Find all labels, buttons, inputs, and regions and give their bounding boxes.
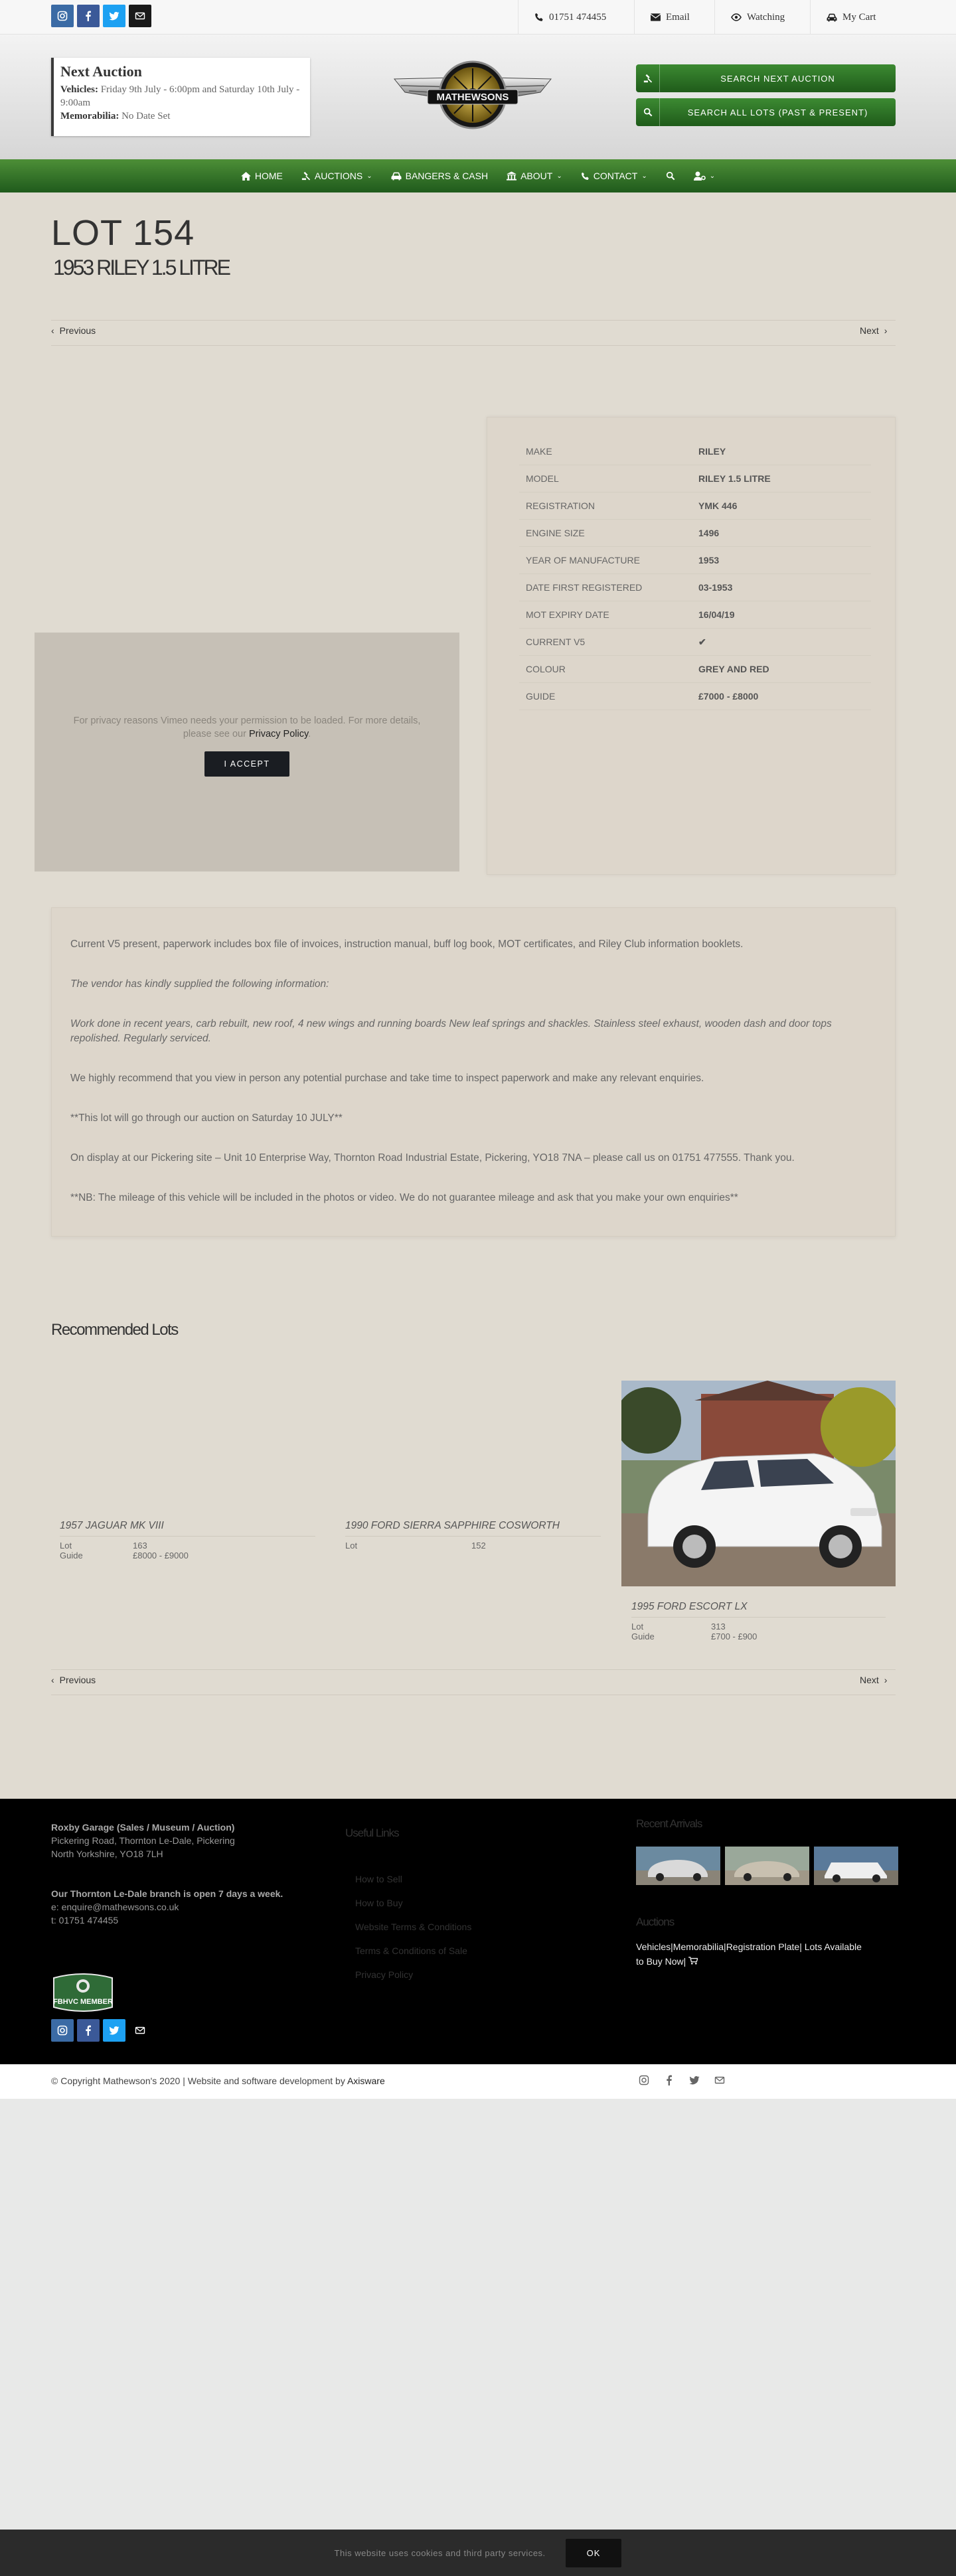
spec-row — [519, 601, 871, 629]
chevron-right-icon: › — [884, 325, 888, 336]
recommended-lot-number: Lot 152 — [345, 1541, 486, 1551]
fbhvc-text: FBHVC MEMBER — [53, 1998, 113, 2006]
vehicles-label: Vehicles: — [60, 84, 98, 95]
divider — [60, 1536, 315, 1537]
watching-label: Watching — [747, 11, 785, 23]
spec-label: DATE FIRST REGISTERED — [526, 582, 643, 593]
divider — [51, 1669, 896, 1670]
main-nav — [0, 159, 956, 192]
phone-number: 01751 474455 — [549, 11, 607, 23]
next-auction-title: Next Auction — [60, 63, 142, 80]
spec-value: RILEY — [698, 446, 726, 457]
footer-registration-plate-link[interactable]: Registration Plate — [726, 1941, 800, 1952]
spec-label: GUIDE — [526, 691, 556, 702]
facebook-icon — [83, 2025, 94, 2036]
vehicles-line — [60, 83, 303, 110]
next-lot-link[interactable] — [860, 325, 887, 336]
spec-row — [519, 465, 871, 492]
lot-subtitle: 1953 RILEY 1.5 LITRE — [53, 256, 229, 279]
footer-email-link[interactable]: e: enquire@mathewsons.co.uk — [51, 1902, 179, 1912]
useful-link[interactable]: Website Terms & Conditions — [355, 1922, 472, 1932]
footer-facebook-link[interactable] — [77, 2019, 100, 2042]
spec-row — [519, 656, 871, 683]
instagram-link[interactable] — [51, 5, 74, 27]
recommended-lot-title: 1995 FORD ESCORT LX — [631, 1601, 748, 1612]
description-paragraph: We highly recommend that you view in person any potential purchase and take time to inspect paperwork and make any relevant enquiries. — [70, 1073, 704, 1084]
spec-label: MAKE — [526, 446, 552, 457]
facebook-icon[interactable] — [664, 2075, 675, 2085]
spec-row — [519, 492, 871, 520]
nav-home[interactable] — [241, 171, 283, 181]
lot-page — [0, 192, 956, 1799]
footer-vehicles-link[interactable]: Vehicles — [636, 1941, 671, 1952]
envelope-icon — [651, 13, 661, 21]
shopping-cart-icon[interactable] — [688, 1957, 698, 1965]
search-all-lots-button[interactable] — [636, 98, 896, 126]
vehicles-dates: Friday 9th July - 6:00pm and Saturday 10th July - 9:00am — [60, 84, 300, 108]
site-header — [0, 35, 956, 159]
mail-icon — [135, 11, 145, 21]
copyright-social-links — [639, 2075, 725, 2085]
cookie-text: This website uses cookies and third party services. — [334, 2547, 546, 2558]
footer-memorabilia-link[interactable]: Memorabilia — [673, 1941, 724, 1952]
next-label: Next — [860, 1675, 879, 1685]
recommended-lot[interactable] — [60, 1520, 315, 1560]
description-paragraph: **This lot will go through our auction on Saturday 10 JULY** — [70, 1112, 343, 1124]
mathewsons-logo-icon — [389, 59, 556, 133]
useful-links-list — [355, 1867, 471, 1987]
car-icon — [391, 172, 402, 181]
spec-value: 1496 — [698, 528, 720, 538]
spec-label: COLOUR — [526, 664, 566, 674]
footer-instagram-link[interactable] — [51, 2019, 74, 2042]
footer-buy-now-link[interactable]: Lots Available to Buy Now — [636, 1941, 862, 1967]
copyright-bar — [0, 2064, 956, 2099]
description-paragraph: On display at our Pickering site – Unit 10 Enterprise Way, Thornton Road Industrial Estate, Pickering, YO18 7NA – please call us on 01751 477555. Thank you. — [70, 1152, 795, 1164]
spec-row — [519, 629, 871, 656]
divider — [51, 320, 896, 321]
mail-icon[interactable] — [714, 2075, 725, 2085]
video-consent-text: For privacy reasons Vimeo needs your permission to be loaded. For more details, please see our Privacy Policy. — [73, 716, 421, 739]
next-auction-box — [51, 58, 310, 136]
next-lot-link[interactable] — [860, 1675, 887, 1685]
cart-label: My Cart — [842, 11, 876, 23]
instagram-icon — [57, 11, 68, 21]
opening-text: Our Thornton Le-Dale branch is open 7 days a week. — [51, 1888, 283, 1899]
twitter-icon — [109, 11, 120, 21]
search-icon — [666, 171, 675, 181]
garage-title: Roxby Garage (Sales / Museum / Auction) — [51, 1822, 235, 1833]
chevron-down-icon: ⌄ — [709, 172, 716, 180]
nav-auctions[interactable] — [301, 171, 372, 181]
description-paragraph: The vendor has kindly supplied the following information: — [70, 978, 329, 990]
instagram-icon[interactable] — [639, 2075, 649, 2085]
cookie-bar — [0, 2530, 956, 2576]
spec-value: GREY AND RED — [698, 664, 769, 674]
useful-links-heading: Useful Links — [345, 1827, 399, 1839]
accept-video-button[interactable]: I ACCEPT — [204, 751, 290, 777]
facebook-link[interactable] — [77, 5, 100, 27]
memorabilia-label: Memorabilia: — [60, 111, 120, 121]
footer-contact — [51, 1821, 303, 1927]
lot-title: LOT 154 — [51, 213, 195, 253]
recommended-lot-number: Lot 163 — [60, 1541, 147, 1551]
recent-arrival-thumbnail[interactable] — [725, 1847, 809, 1885]
search-next-auction-label: SEARCH NEXT AUCTION — [720, 73, 835, 84]
nav-bangers-label: BANGERS & CASH — [405, 171, 489, 181]
nav-auctions-label: AUCTIONS — [314, 171, 363, 181]
nav-home-label: HOME — [254, 171, 283, 181]
previous-label: Previous — [59, 325, 96, 336]
recommended-lot-title: 1957 JAGUAR MK VIII — [60, 1520, 164, 1531]
spec-value: 16/04/19 — [698, 609, 735, 620]
recommended-lot-guide: Guide £8000 - £9000 — [60, 1551, 189, 1560]
divider — [51, 345, 896, 346]
car-icon — [827, 13, 837, 22]
facebook-icon — [83, 11, 94, 21]
recent-arrival-thumbnail[interactable] — [814, 1847, 898, 1885]
recommended-lot[interactable] — [345, 1520, 601, 1551]
recent-arrivals-thumbnails — [636, 1847, 898, 1885]
description-paragraph: Current V5 present, paperwork includes box file of invoices, instruction manual, buff log book, MOT certificates, and Riley Club information booklets. — [70, 939, 744, 950]
footer-phone-link[interactable]: t: 01751 474455 — [51, 1915, 119, 1926]
video-consent-panel — [35, 633, 459, 871]
description-paragraph: Work done in recent years, carb rebuilt, new roof, 4 new wings and running boards New leaf springs and shackles. Stainless steel exhaust, wooden dash and door tops repolished. Regularly serviced. — [70, 1018, 832, 1044]
footer-email-icon-link[interactable] — [129, 2019, 151, 2042]
spec-value: £7000 - £8000 — [698, 691, 759, 702]
spec-value: ✔ — [698, 636, 706, 647]
nav-about-label: ABOUT — [520, 171, 553, 181]
email-label: Email — [666, 11, 690, 23]
recommended-heading: Recommended Lots — [51, 1321, 178, 1339]
spec-row — [519, 574, 871, 601]
nav-bangers[interactable] — [391, 171, 488, 181]
phone-icon — [581, 172, 590, 181]
chevron-down-icon: ⌄ — [366, 172, 372, 180]
video-consent-message: For privacy reasons Vimeo needs your permission to be loaded. For more details, please see our — [73, 716, 421, 739]
auctions-heading: Auctions — [636, 1916, 675, 1928]
spec-value: 1953 — [698, 555, 720, 566]
auction-links: Vehicles|Memorabilia|Registration Plate| Lots Available to Buy Now| — [636, 1941, 862, 1967]
nav-about[interactable] — [507, 171, 562, 181]
site-footer — [0, 1799, 956, 2064]
search-next-auction-button[interactable] — [636, 64, 896, 92]
gavel-icon — [636, 64, 660, 92]
description-paragraph: **NB: The mileage of this vehicle will be included in the photos or video. We do not guarantee mileage and ask that you make your own enquiries** — [70, 1192, 738, 1203]
spec-row — [519, 520, 871, 547]
privacy-policy-link[interactable]: Privacy Policy — [248, 729, 309, 739]
twitter-icon[interactable] — [689, 2075, 700, 2085]
twitter-link[interactable] — [103, 5, 125, 27]
recommended-lot-info — [621, 1586, 896, 1641]
mail-icon — [135, 2025, 145, 2036]
axisware-link[interactable]: Axisware — [347, 2076, 385, 2086]
spec-label: YEAR OF MANUFACTURE — [526, 555, 640, 566]
gavel-icon — [301, 171, 311, 181]
nav-contact-label: CONTACT — [593, 171, 638, 181]
chevron-down-icon: ⌄ — [641, 172, 647, 180]
recommended-lot[interactable] — [621, 1381, 896, 1641]
spec-label: CURRENT V5 — [526, 637, 586, 647]
instagram-icon — [57, 2025, 68, 2036]
recommended-lot-guide: Guide £700 - £900 — [631, 1631, 757, 1641]
spec-label: MODEL — [526, 473, 559, 484]
recommended-lot-number: Lot 313 — [631, 1622, 726, 1631]
chevron-left-icon: ‹ — [51, 1675, 54, 1685]
nav-contact[interactable] — [581, 171, 647, 181]
spec-label: MOT EXPIRY DATE — [526, 609, 609, 620]
search-icon — [636, 98, 660, 126]
copyright-text-line — [51, 2076, 385, 2086]
next-label: Next — [860, 325, 879, 336]
email-link[interactable] — [634, 0, 706, 35]
chevron-left-icon: ‹ — [51, 325, 54, 336]
spec-row — [519, 547, 871, 574]
memorabilia-line — [60, 110, 303, 123]
logo-text: MATHEWSONS — [436, 92, 509, 103]
top-bar — [0, 0, 956, 35]
spec-label: ENGINE SIZE — [526, 528, 585, 538]
divider — [631, 1617, 886, 1618]
previous-lot-link[interactable] — [51, 1675, 96, 1685]
spec-label: REGISTRATION — [526, 500, 595, 511]
spec-row — [519, 683, 871, 710]
building-icon — [507, 171, 517, 181]
recent-arrivals-heading: Recent Arrivals — [636, 1817, 702, 1830]
spec-value: 03-1953 — [698, 582, 733, 593]
email-social-link[interactable] — [129, 5, 151, 27]
spec-row — [519, 438, 871, 465]
copyright-text: © Copyright Mathewson's 2020 | Website and software development by — [51, 2076, 345, 2086]
useful-link[interactable]: How to Buy — [355, 1898, 403, 1908]
car-photo — [621, 1381, 896, 1586]
fbhvc-badge — [51, 1973, 115, 2012]
watching-link[interactable] — [714, 0, 801, 35]
eye-icon — [731, 13, 742, 21]
phone-icon — [534, 13, 544, 22]
memorabilia-date: No Date Set — [121, 111, 171, 121]
useful-link[interactable]: How to Sell — [355, 1874, 402, 1884]
home-icon — [241, 172, 251, 181]
garage-address-line: Pickering Road, Thornton Le-Dale, Pickering — [51, 1835, 235, 1846]
twitter-icon — [109, 2025, 120, 2036]
nav-account[interactable] — [694, 171, 715, 181]
chevron-right-icon: › — [884, 1675, 888, 1685]
cart-link[interactable] — [810, 0, 892, 35]
cookie-ok-button[interactable]: OK — [566, 2539, 622, 2567]
garage-address-line: North Yorkshire, YO18 7LH — [51, 1849, 163, 1859]
nav-search[interactable] — [666, 171, 675, 181]
search-all-lots-label: SEARCH ALL LOTS (PAST & PRESENT) — [687, 107, 868, 117]
previous-lot-link[interactable] — [51, 325, 96, 336]
useful-link[interactable]: Privacy Policy — [355, 1969, 414, 1980]
divider — [345, 1536, 601, 1537]
site-logo[interactable] — [389, 59, 556, 133]
spec-value: YMK 446 — [698, 500, 738, 511]
chevron-down-icon: ⌄ — [556, 172, 562, 180]
recommended-lot-title: 1990 FORD SIERRA SAPPHIRE COSWORTH — [345, 1520, 560, 1531]
spec-value: RILEY 1.5 LITRE — [698, 473, 771, 484]
recent-arrival-thumbnail[interactable] — [636, 1847, 720, 1885]
useful-link[interactable]: Terms & Conditions of Sale — [355, 1945, 467, 1956]
previous-label: Previous — [59, 1675, 96, 1685]
user-cog-icon — [694, 171, 706, 181]
footer-twitter-link[interactable] — [103, 2019, 125, 2042]
phone-link[interactable] — [518, 0, 622, 35]
